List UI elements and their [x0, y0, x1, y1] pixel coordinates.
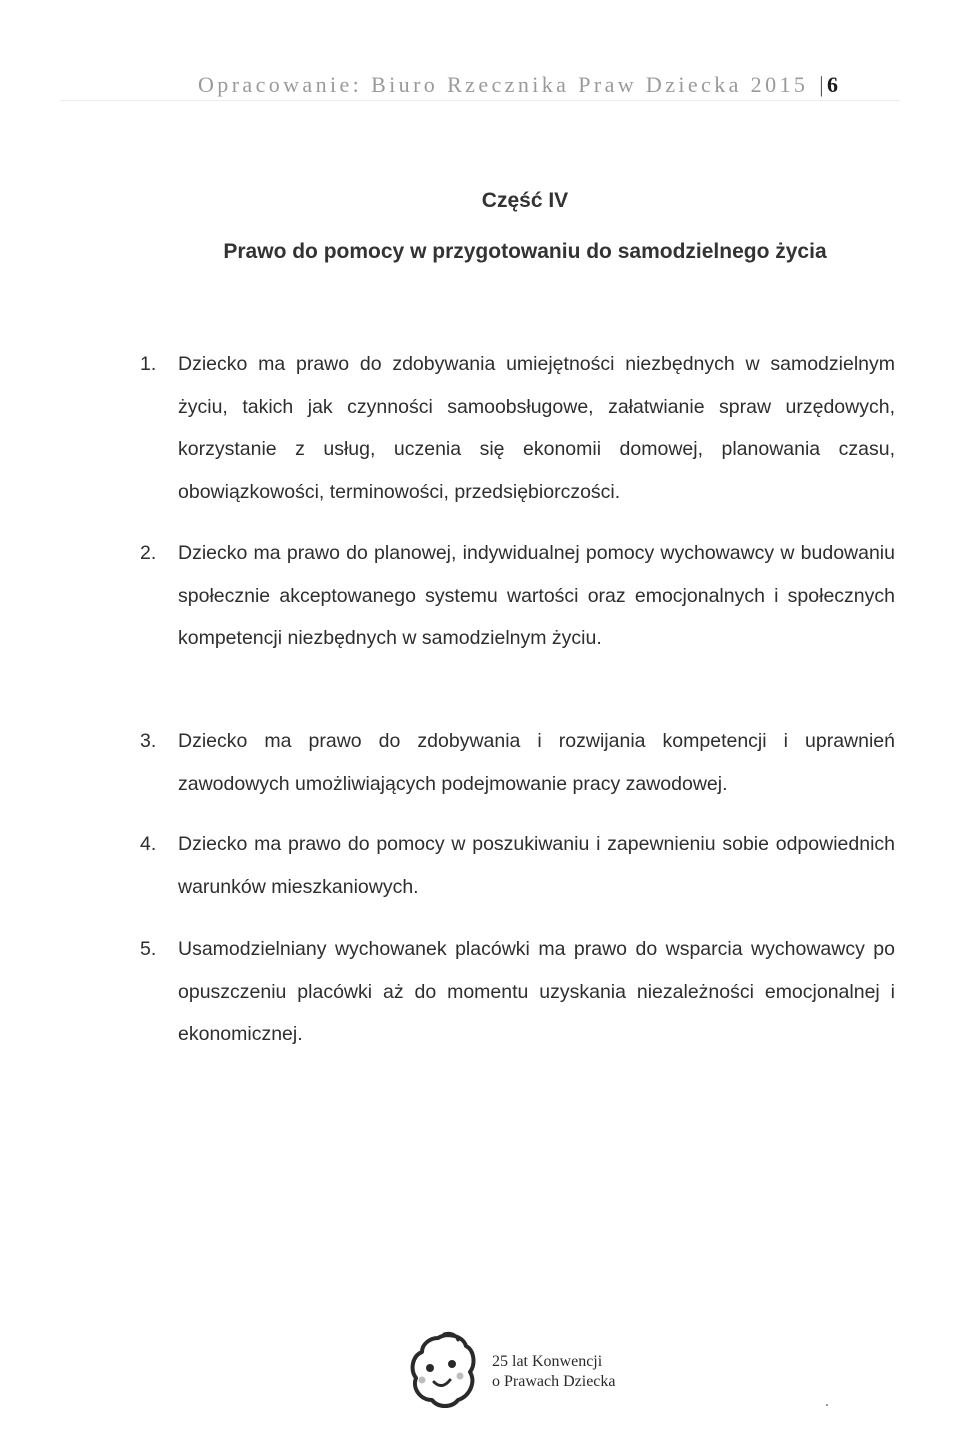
item-text: Dziecko ma prawo do zdobywania umiejętności niezbędnych w samodzielnym życiu, takich jak czynności samoobsługowe, załatwianie spraw urzędowych, korzystanie z usług, uczenia się ekonomii domowej, planowania czasu, obowiązkowości, terminowości, przedsiębiorczości.: [178, 353, 895, 503]
item-text: Dziecko ma prawo do zdobywania i rozwijania kompetencji i uprawnień zawodowych umożliwiających podejmowanie pracy zawodowej.: [178, 730, 895, 795]
footer-line-2: o Prawach Dziecka: [492, 1373, 616, 1390]
item-number: 3.: [140, 730, 157, 752]
smiling-child-face-icon: [408, 1330, 478, 1410]
page-header: [198, 72, 898, 98]
header-divider: [60, 100, 900, 101]
item-number: 4.: [140, 833, 157, 855]
list-item: [140, 720, 895, 805]
footer-line-1: 25 lat Konwencji: [492, 1353, 603, 1370]
item-number: 2.: [140, 542, 157, 564]
page-number: 6: [827, 72, 838, 97]
item-text: Dziecko ma prawo do planowej, indywidualnej pomocy wychowawcy w budowaniu społecznie akceptowanego systemu wartości oraz emocjonalnych i społecznych kompetencji niezbędnych w samodzielnym życiu.: [178, 542, 895, 649]
list-item: [140, 823, 895, 908]
item-text: Usamodzielniany wychowanek placówki ma prawo do wsparcia wychowawcy po opuszczeniu placówki aż do momentu uzyskania niezależności emocjonalnej i ekonomicznej.: [178, 938, 895, 1045]
header-text: Opracowanie: Biuro Rzecznika Praw Dziecka 2015: [198, 72, 809, 97]
list-item: [140, 532, 895, 660]
scan-speck: [826, 1404, 828, 1406]
footer-caption: [492, 1352, 616, 1392]
item-number: 5.: [140, 938, 157, 960]
list-item: [140, 343, 895, 513]
item-number: 1.: [140, 353, 157, 375]
part-title: Część IV: [481, 189, 569, 212]
header-separator: |: [819, 72, 827, 97]
item-text: Dziecko ma prawo do pomocy w poszukiwaniu i zapewnieniu sobie odpowiednich warunków mieszkaniowych.: [178, 833, 895, 898]
list-item: [140, 928, 895, 1056]
section-title: Prawo do pomocy w przygotowaniu do samodzielnego życia: [223, 240, 827, 263]
